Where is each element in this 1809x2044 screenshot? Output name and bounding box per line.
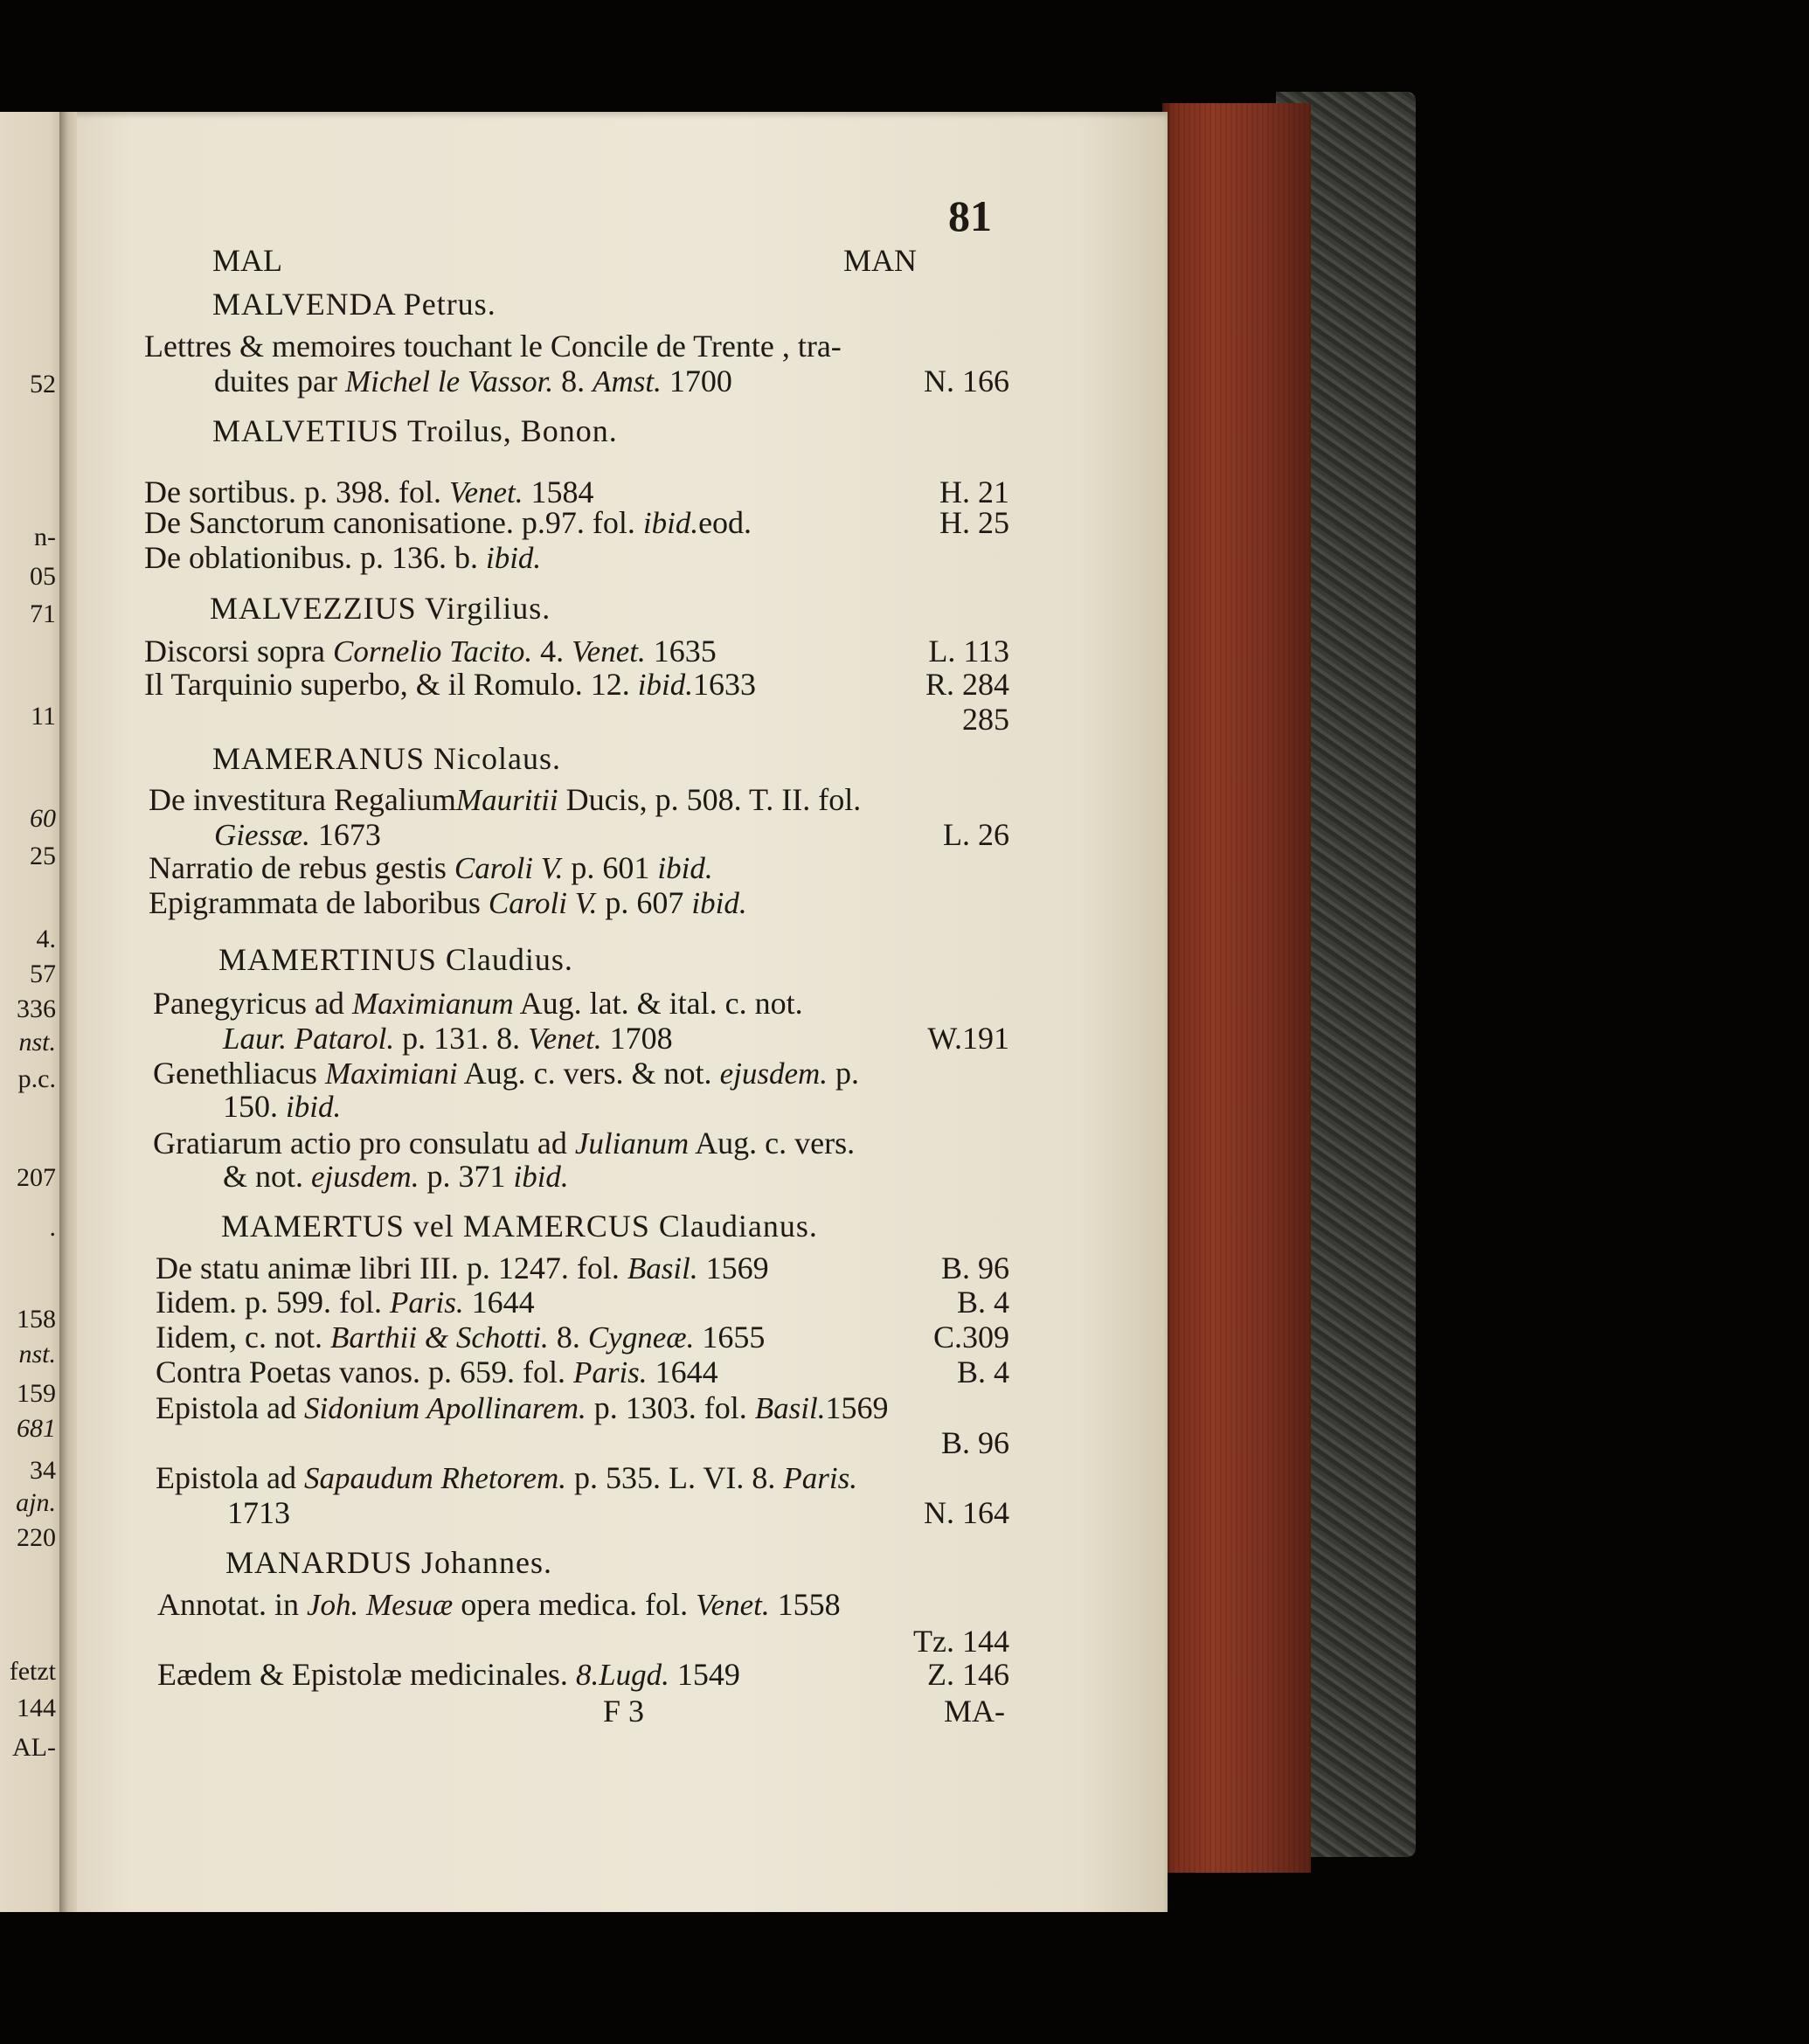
shelfmark: Z. 146	[927, 1657, 1009, 1692]
shelfmark: H. 21	[939, 475, 1009, 509]
shelfmark: N. 166	[924, 364, 1009, 398]
left-fragment: 681	[17, 1414, 56, 1443]
catchword: MA-	[944, 1694, 1005, 1729]
left-fragment: 57	[30, 960, 56, 988]
left-fragment: 60	[30, 804, 56, 833]
running-head-left: MAL	[212, 243, 282, 278]
left-fragment: 05	[30, 562, 56, 591]
book-gutter	[59, 112, 77, 1912]
left-fragment: 52	[30, 370, 56, 398]
entry-head: MAMERTINUS Claudius.	[218, 942, 573, 977]
entry-line: Eædem & Epistolæ medicinales. 8.Lugd. 1549	[157, 1657, 740, 1692]
entry-line: duites par Michel le Vassor. 8. Amst. 1700	[214, 364, 732, 398]
left-fragment: 159	[17, 1379, 56, 1408]
left-fragment: 144	[17, 1694, 56, 1722]
entry-line: Discorsi sopra Cornelio Tacito. 4. Venet. 1635	[144, 634, 717, 669]
entry-line: Iidem. p. 599. fol. Paris. 1644	[156, 1285, 535, 1320]
entry-line: De oblationibus. p. 136. b. ibid.	[144, 540, 542, 575]
page-edges	[1162, 103, 1311, 1873]
entry-line: Panegyricus ad Maximianum Aug. lat. & ital. c. not.	[153, 986, 803, 1021]
left-fragment: 34	[30, 1456, 56, 1485]
left-fragment: 4.	[36, 925, 56, 953]
running-head-right: MAN	[843, 243, 918, 278]
shelfmark: L. 26	[943, 817, 1009, 852]
entry-line: Annotat. in Joh. Mesuæ opera medica. fol. Venet. 1558	[157, 1587, 841, 1622]
left-fragment: p.c.	[17, 1064, 56, 1093]
entry-head: MALVETIUS Troilus, Bonon.	[212, 413, 618, 448]
left-fragment: AL-	[12, 1733, 56, 1762]
entry-line: Gratiarum actio pro consulatu ad Julianum Aug. c. vers.	[153, 1126, 856, 1161]
entry-line: Giessæ. 1673	[214, 817, 381, 852]
entry-line: De statu animæ libri III. p. 1247. fol. Basil. 1569	[156, 1251, 769, 1285]
entry-line: De sortibus. p. 398. fol. Venet. 1584	[144, 475, 594, 509]
shelfmark: R. 284	[925, 667, 1009, 702]
page-number: 81	[948, 191, 992, 240]
left-fragment: nst.	[18, 1028, 56, 1057]
signature-mark: F 3	[603, 1694, 645, 1729]
left-fragment: fetzt	[9, 1657, 56, 1686]
entry-line: De investitura RegaliumMauritii Ducis, p. 508. T. II. fol.	[149, 782, 862, 817]
entry-head: MAMERTUS vel MAMERCUS Claudianus.	[221, 1209, 818, 1244]
shelfmark: H. 25	[939, 505, 1009, 540]
entry-head: MALVENDA Petrus.	[212, 287, 496, 322]
left-fragment: 25	[30, 842, 56, 870]
left-fragment: ajn.	[16, 1488, 56, 1517]
shelfmark: W.191	[927, 1021, 1009, 1056]
entry-line: Contra Poetas vanos. p. 659. fol. Paris. 1644	[156, 1355, 718, 1389]
shelfmark: 285	[962, 702, 1009, 737]
left-fragment: 11	[31, 702, 56, 731]
entry-line: Epistola ad Sidonium Apollinarem. p. 1303. fol. Basil.1569	[156, 1390, 889, 1425]
shelfmark: B. 96	[940, 1425, 1009, 1460]
left-fragment: nst.	[18, 1340, 56, 1368]
left-fragment: 336	[17, 994, 56, 1023]
entry-line: 1713	[227, 1495, 290, 1530]
entry-line: Epistola ad Sapaudum Rhetorem. p. 535. L. VI. 8. Paris.	[156, 1460, 857, 1495]
left-fragment: n-	[34, 523, 56, 551]
shelfmark: C.309	[932, 1320, 1009, 1355]
entry-line: & not. ejusdem. p. 371 ibid.	[223, 1159, 569, 1194]
entry-line: Laur. Patarol. p. 131. 8. Venet. 1708	[223, 1021, 673, 1056]
shelfmark: B. 4	[956, 1355, 1009, 1389]
entry-head: MAMERANUS Nicolaus.	[212, 741, 562, 776]
shelfmark: B. 4	[956, 1285, 1009, 1320]
entry-line: Iidem, c. not. Barthii & Schotti. 8. Cygneæ. 1655	[156, 1320, 766, 1355]
entry-line: 150. ibid.	[223, 1089, 342, 1124]
entry-line: Genethliacus Maximiani Aug. c. vers. & not. ejusdem. p.	[153, 1056, 860, 1091]
entry-head: MALVEZZIUS Virgilius.	[210, 591, 551, 626]
entry-line: Lettres & memoires touchant le Concile de Trente , tra-	[144, 329, 842, 364]
shelfmark: L. 113	[928, 634, 1009, 669]
entry-line: De Sanctorum canonisatione. p.97. fol. ibid.eod.	[144, 505, 752, 540]
entry-head: MANARDUS Johannes.	[225, 1545, 553, 1580]
left-fragment: .	[49, 1213, 56, 1242]
left-fragment: 158	[17, 1305, 56, 1334]
shelfmark: B. 96	[940, 1251, 1009, 1285]
entry-line: Il Tarquinio superbo, & il Romulo. 12. ibid.1633	[144, 667, 756, 702]
shelfmark: N. 164	[924, 1495, 1009, 1530]
left-fragment: 220	[17, 1523, 56, 1552]
left-fragment: 207	[17, 1163, 56, 1192]
entry-line: Epigrammata de laboribus Caroli V. p. 607 ibid.	[149, 885, 747, 920]
shelfmark: Tz. 144	[913, 1624, 1009, 1659]
entry-line: Narratio de rebus gestis Caroli V. p. 601 ibid.	[149, 850, 713, 885]
left-fragment: 71	[30, 599, 56, 628]
